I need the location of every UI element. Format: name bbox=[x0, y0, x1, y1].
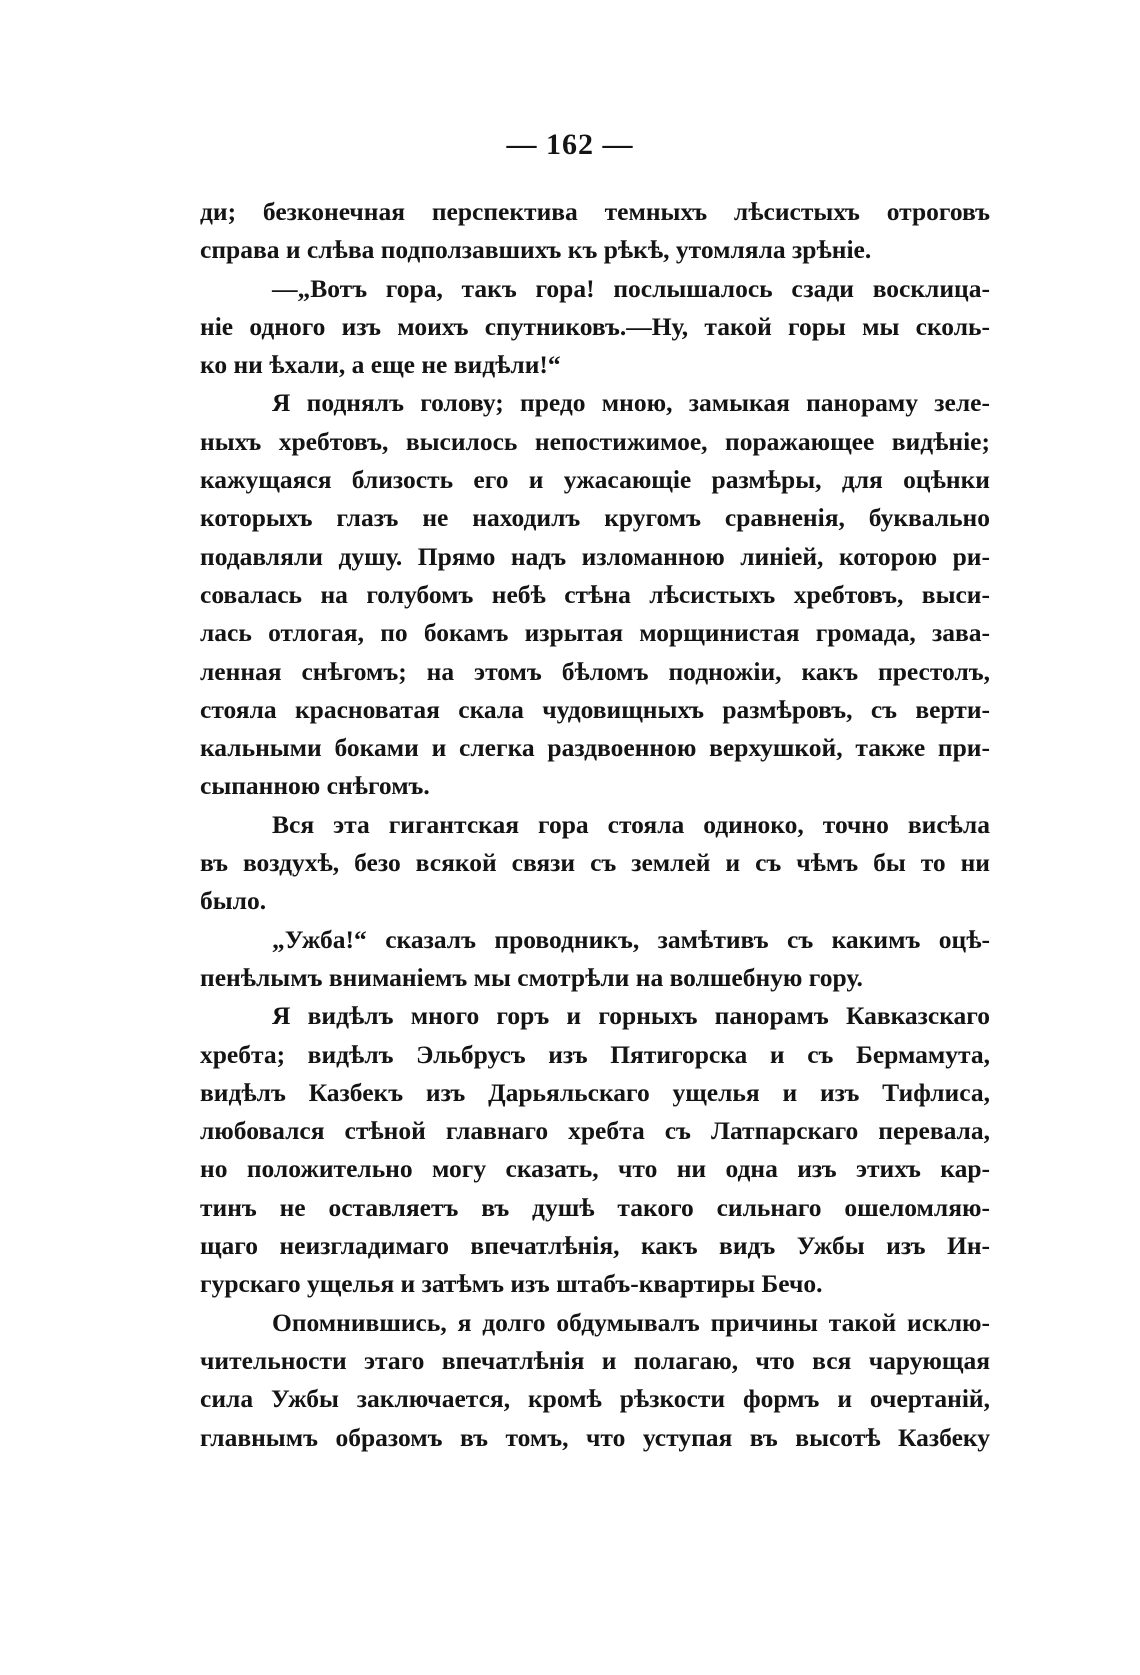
text-line: подавляли душу. Прямо надъ изломанною линіей, которою ри- bbox=[200, 541, 990, 571]
text-line: но положительно могу сказать, что ни одна изъ этихъ кар- bbox=[200, 1154, 990, 1184]
text-line: ко ни ѣхали, а еще не видѣли!“ bbox=[200, 350, 561, 380]
text-line: сыпанною снѣгомъ. bbox=[200, 771, 430, 801]
text-line: щаго неизгладимаго впечатлѣнія, какъ видъ Ужбы изъ Ин- bbox=[200, 1231, 990, 1261]
text-line: кажущаяся близость его и ужасающіе размѣры, для оцѣнки bbox=[200, 465, 990, 495]
text-line: Вся эта гигантская гора стояла одиноко, точно висѣла bbox=[272, 809, 990, 839]
text-line: любовался стѣной главнаго хребта съ Латпарскаго перевала, bbox=[200, 1116, 990, 1146]
text-line: сила Ужбы заключается, кромѣ рѣзкости формъ и очертаній, bbox=[200, 1384, 990, 1414]
text-line: —„Вотъ гора, такъ гора! послышалось сзади восклица- bbox=[272, 273, 990, 303]
text-line: въ воздухѣ, безо всякой связи съ землей и съ чѣмъ бы то ни bbox=[200, 848, 990, 878]
text-line: тинъ не оставляетъ въ душѣ такого сильнаго ошеломляю- bbox=[200, 1192, 990, 1222]
text-line: гурскаго ущелья и затѣмъ изъ штабъ-квартиры Бечо. bbox=[200, 1269, 823, 1299]
text-line: пенѣлымъ вниманіемъ мы смотрѣли на волшебную гору. bbox=[200, 962, 863, 992]
text-line: чительности этаго впечатлѣнія и полагаю, что вся чарующая bbox=[200, 1345, 990, 1375]
text-line: хребта; видѣлъ Эльбрусъ изъ Пятигорска и съ Бермамута, bbox=[200, 1039, 990, 1069]
text-line: совалась на голубомъ небѣ стѣна лѣсистыхъ хребтовъ, выси- bbox=[200, 579, 990, 609]
text-line: лась отлогая, по бокамъ изрытая морщинистая громада, зава- bbox=[200, 618, 990, 648]
text-line: кальными боками и слегка раздвоенною верхушкой, также при- bbox=[200, 733, 990, 763]
text-line: стояла красноватая скала чудовищныхъ размѣровъ, съ верти- bbox=[200, 694, 990, 724]
text-line: ди; безконечная перспектива темныхъ лѣсистыхъ отроговъ bbox=[200, 197, 990, 226]
text-line: ленная снѣгомъ; на этомъ бѣломъ подножіи, какъ престолъ, bbox=[200, 656, 990, 686]
page-number: — 162 — bbox=[506, 128, 634, 161]
text-line: ныхъ хребтовъ, высилось непостижимое, поражающее видѣніе; bbox=[200, 426, 990, 456]
text-line: главнымъ образомъ въ томъ, что уступая въ высотѣ Казбеку bbox=[200, 1422, 990, 1452]
text-line: ніе одного изъ моихъ спутниковъ.—Ну, такой горы мы сколь- bbox=[200, 311, 990, 341]
text-line: Я видѣлъ много горъ и горныхъ панорамъ Кавказскаго bbox=[272, 1001, 990, 1031]
text-line: Опомнившись, я долго обдумывалъ причины такой исклю- bbox=[272, 1307, 990, 1337]
text-line: справа и слѣва подползавшихъ къ рѣкѣ, утомляла зрѣніе. bbox=[200, 235, 872, 265]
text-line: которыхъ глазъ не находилъ кругомъ сравненія, буквально bbox=[200, 503, 990, 533]
text-line: Я поднялъ голову; предо мною, замыкая панораму зеле- bbox=[272, 388, 990, 418]
page-text bbox=[200, 193, 990, 1457]
text-line: „Ужба!“ сказалъ проводникъ, замѣтивъ съ какимъ оцѣ- bbox=[272, 924, 990, 954]
text-line: видѣлъ Казбекъ изъ Дарьяльскаго ущелья и изъ Тифлиса, bbox=[200, 1077, 990, 1107]
text-line: было. bbox=[200, 886, 267, 916]
